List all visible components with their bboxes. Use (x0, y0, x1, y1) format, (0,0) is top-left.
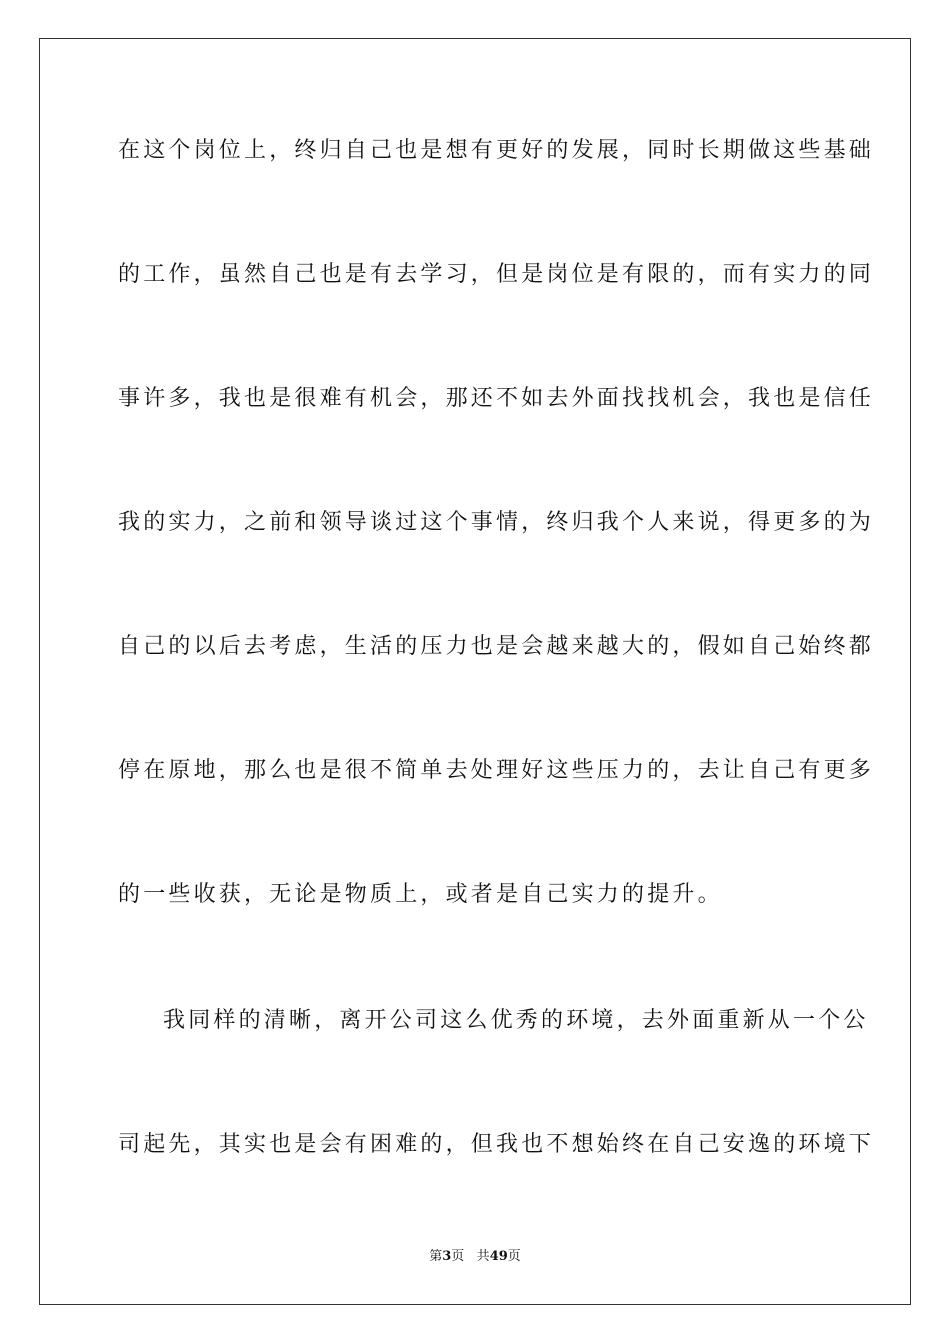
text-line-3: 事许多，我也是很难有机会，那还不如去外面找找机会，我也是信任 (118, 386, 875, 411)
text-line-6: 停在原地，那么也是很不简单去处理好这些压力的，去让自己有更多 (118, 758, 875, 783)
page-border (39, 38, 911, 1305)
footer-total-prefix: 共 (476, 1249, 490, 1264)
footer-page-suffix: 页 (451, 1249, 465, 1264)
footer-total-suffix: 页 (507, 1249, 521, 1264)
page-footer (0, 1248, 950, 1266)
text-line-5: 自己的以后去考虑，生活的压力也是会越来越大的，假如自己始终都 (118, 634, 875, 659)
text-line-8-paragraph-start: 我同样的清晰，离开公司这么优秀的环境，去外面重新从一个公 (163, 1008, 869, 1033)
text-line-4: 我的实力，之前和领导谈过这个事情，终归我个人来说，得更多的为 (118, 510, 875, 535)
text-line-9: 司起先，其实也是会有困难的，但我也不想始终在自己安逸的环境下 (118, 1132, 875, 1157)
text-line-2: 的工作，虽然自己也是有去学习，但是岗位是有限的，而有实力的同 (118, 262, 875, 287)
footer-page-prefix: 第 (429, 1249, 443, 1264)
footer-total-pages: 49 (489, 1249, 508, 1264)
text-line-7: 的一些收获，无论是物质上，或者是自己实力的提升。 (118, 882, 723, 907)
footer-page-number: 3 (442, 1249, 452, 1264)
text-line-1: 在这个岗位上，终归自己也是想有更好的发展，同时长期做这些基础 (118, 138, 875, 163)
